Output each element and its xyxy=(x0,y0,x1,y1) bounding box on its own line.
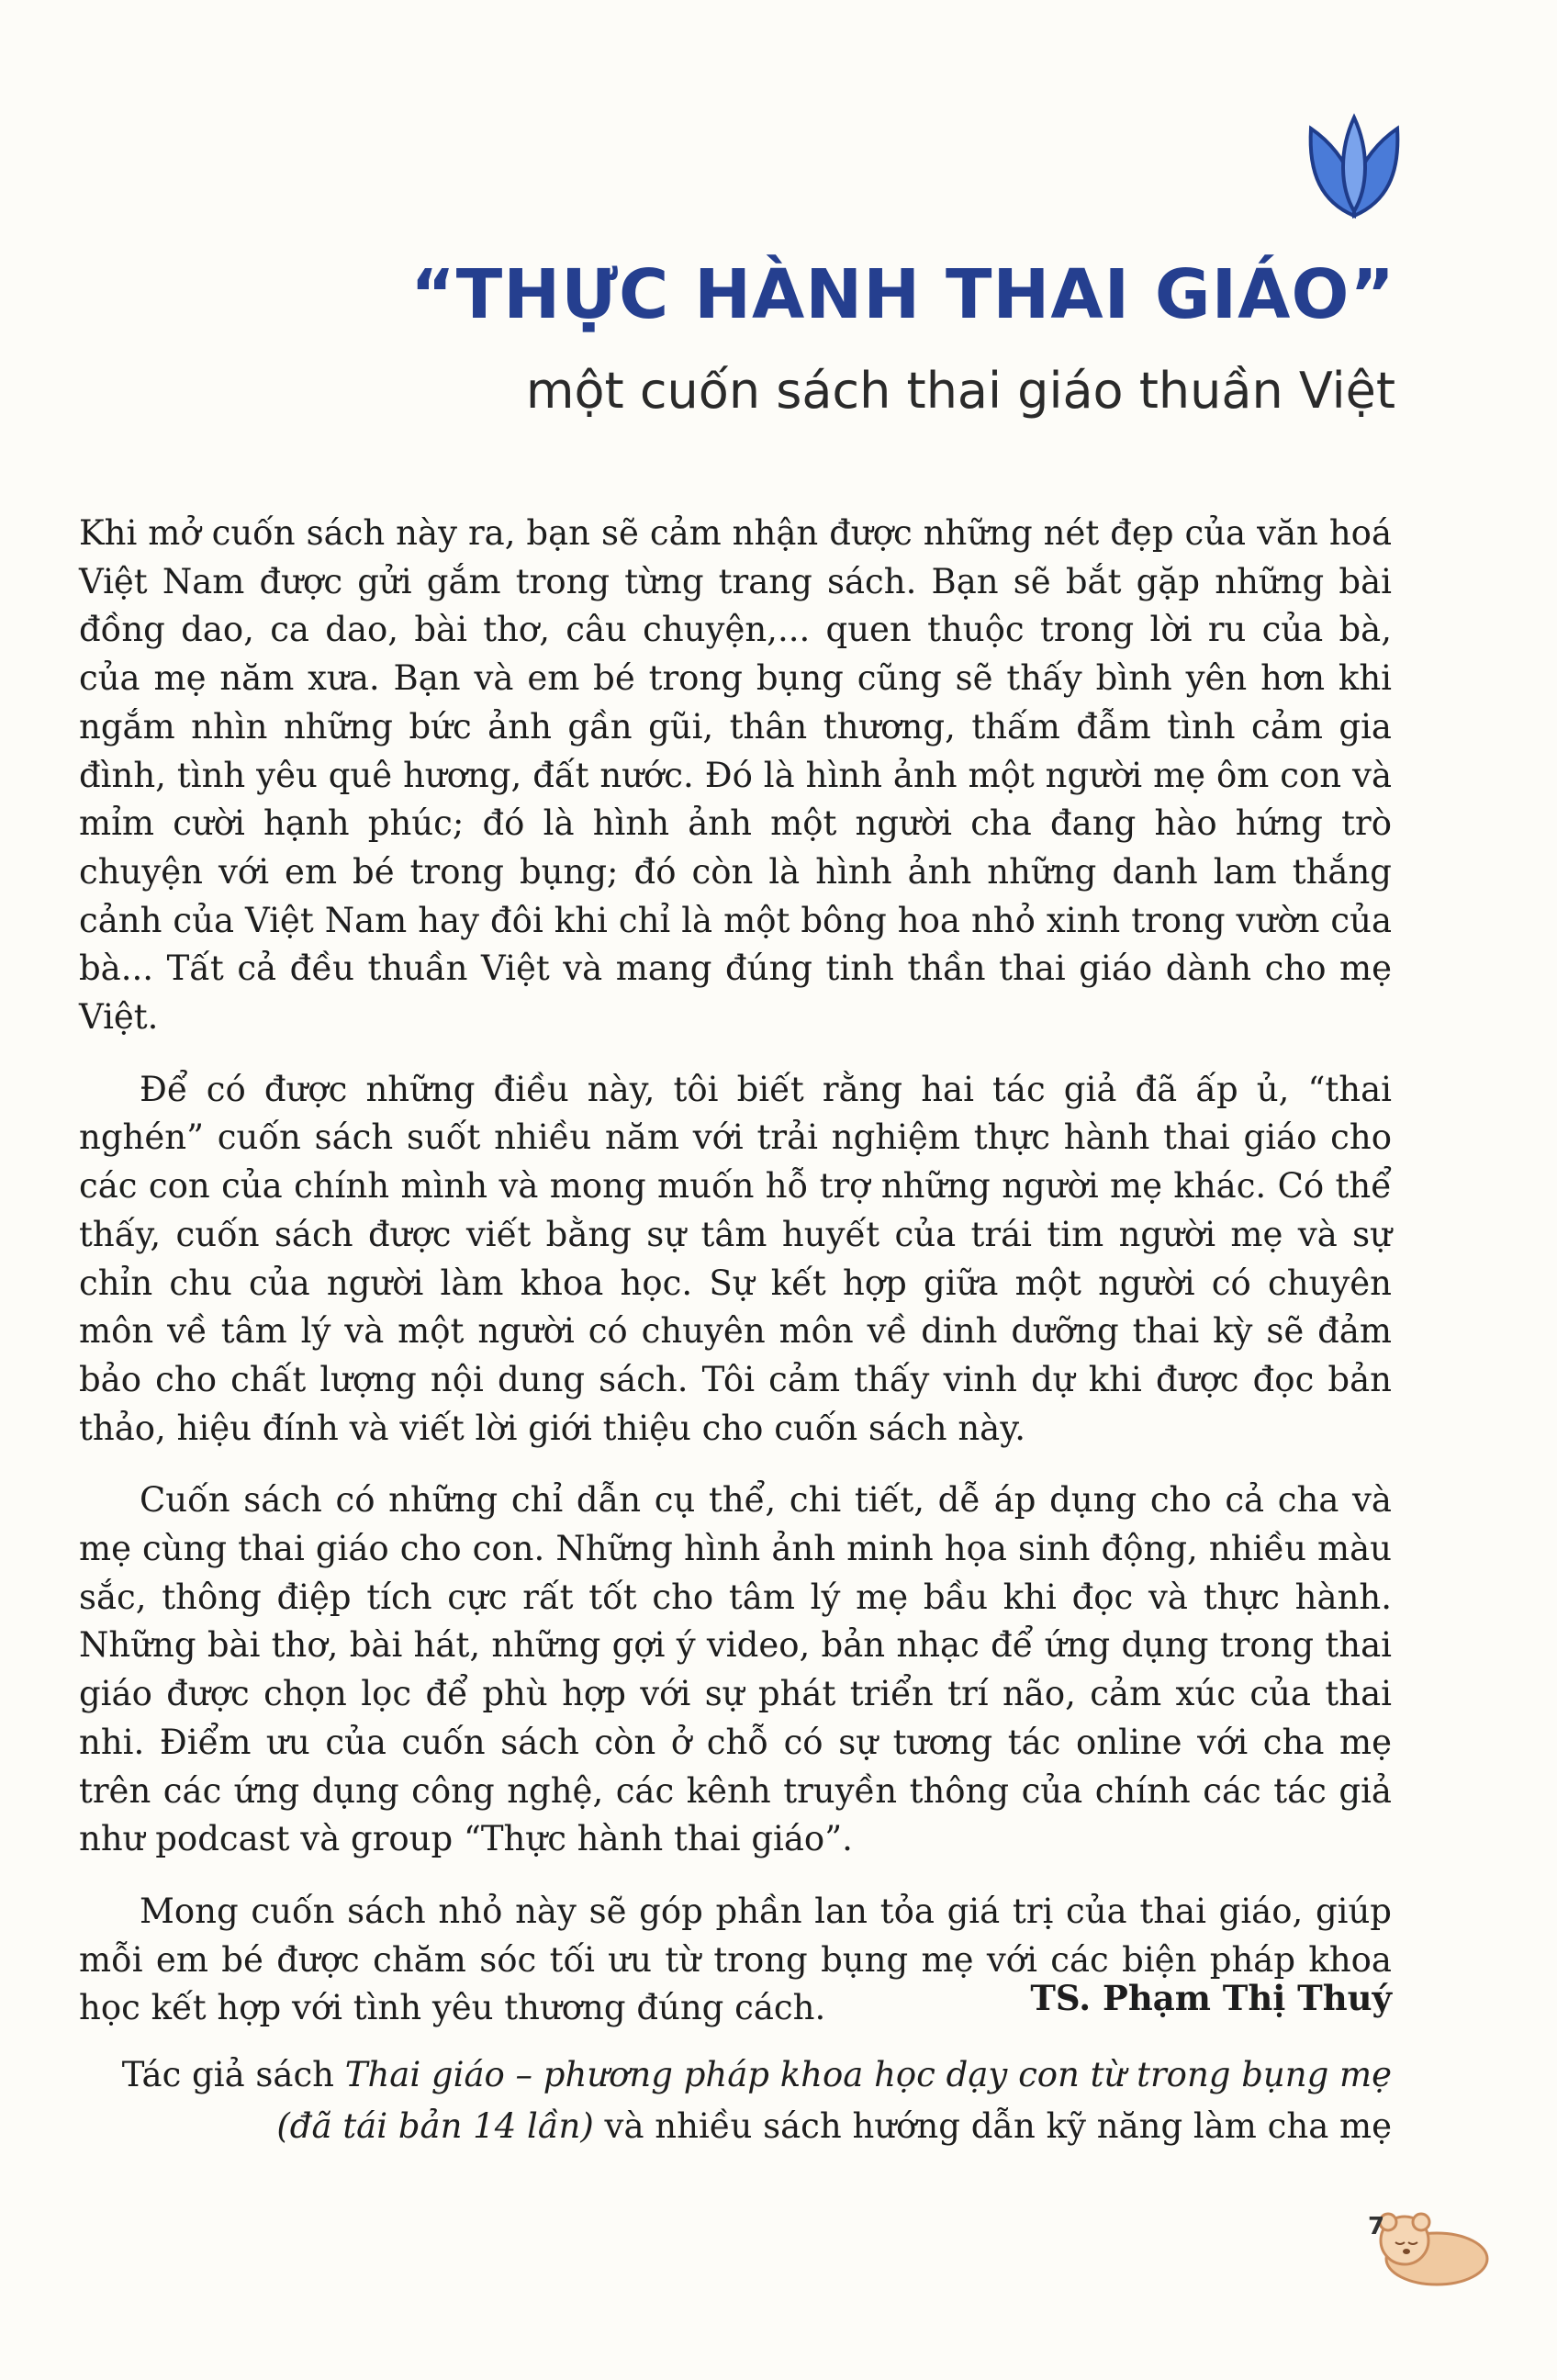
page-subtitle: một cuốn sách thai giáo thuần Việt xyxy=(525,362,1395,420)
leaf-icon xyxy=(1304,110,1405,220)
caption-edition: (đã tái bản 14 lần) xyxy=(276,2106,594,2146)
caption-suffix: và nhiều sách hướng dẫn kỹ năng làm cha mẹ xyxy=(593,2106,1392,2146)
paragraph-1: Khi mở cuốn sách này ra, bạn sẽ cảm nhận được những nét đẹp của văn hoá Việt Nam được gửi gắm trong từng trang sách. Bạn sẽ bắt gặp những bài đồng dao, ca dao, bài thơ, câu chuyện,... quen thuộc trong lời ru của bà, của mẹ năm xưa. Bạn và em bé trong bụng cũng sẽ thấy bình yên hơn khi ngắm nhìn những bức ảnh gần gũi, thân thương, thấm đẫm tình cảm gia đình, tình yêu quê hương, đất nước. Đó là hình ảnh một người mẹ ôm con và mỉm cười hạnh phúc; đó là hình ảnh một người cha đang hào hứng trò chuyện với em bé trong bụng; đó còn là hình ảnh những danh lam thắng cảnh của Việt Nam hay đôi khi chỉ là một bông hoa nhỏ xinh trong vườn của bà... Tất cả đều thuần Việt và mang đúng tinh thần thai giáo dành cho mẹ Việt. xyxy=(79,513,1392,1038)
paragraph-3: Cuốn sách có những chỉ dẫn cụ thể, chi tiết, dễ áp dụng cho cả cha và mẹ cùng thai giáo cho con. Những hình ảnh minh họa sinh động, nhiều màu sắc, thông điệp tích cực rất tốt cho tâm lý mẹ bầu khi đọc và thực hành. Những bài thơ, bài hát, những gợi ý video, bản nhạc để ứng dụng trong thai giáo được chọn lọc để phù hợp với sự phát triển trí não, cảm xúc của thai nhi. Điểm ưu của cuốn sách còn ở chỗ có sự tương tác online với cha mẹ trên các ứng dụng công nghệ, các kênh truyền thông của chính các tác giả như podcast và group “Thực hành thai giáo”. xyxy=(79,1480,1392,1859)
body-text xyxy=(79,510,1392,2057)
author-signature: TS. Phạm Thị Thuý xyxy=(1030,1978,1392,2018)
caption-book-title: Thai giáo – phương pháp khoa học dạy con từ trong bụng mẹ xyxy=(344,2055,1392,2094)
paragraph-2: Để có được những điều này, tôi biết rằng hai tác giả đã ấp ủ, “thai nghén” cuốn sách suốt nhiều năm với trải nghiệm thực hành thai giáo cho các con của chính mình và mong muốn hỗ trợ những người mẹ khác. Có thể thấy, cuốn sách được viết bằng sự tâm huyết của trái tim người mẹ và sự chỉn chu của người làm khoa học. Sự kết hợp giữa một người có chuyên môn về tâm lý và một người có chuyên môn về dinh dưỡng thai kỳ sẽ đảm bảo cho chất lượng nội dung sách. Tôi cảm thấy vinh dự khi được đọc bản thảo, hiệu đính và viết lời giới thiệu cho cuốn sách này. xyxy=(79,1069,1392,1448)
author-caption xyxy=(79,2049,1392,2152)
paragraph-4: Mong cuốn sách nhỏ này sẽ góp phần lan tỏa giá trị của thai giáo, giúp mỗi em bé được chăm sóc tối ưu từ trong bụng mẹ với các biện pháp khoa học kết hợp với tình yêu thương đúng cách. xyxy=(79,1891,1392,2028)
caption-prefix: Tác giả sách xyxy=(121,2055,345,2094)
page-title: “THỰC HÀNH THAI GIÁO” xyxy=(410,255,1395,334)
sleeping-bear-icon xyxy=(1350,2195,1496,2296)
page-number: 7 xyxy=(1368,2213,1385,2240)
